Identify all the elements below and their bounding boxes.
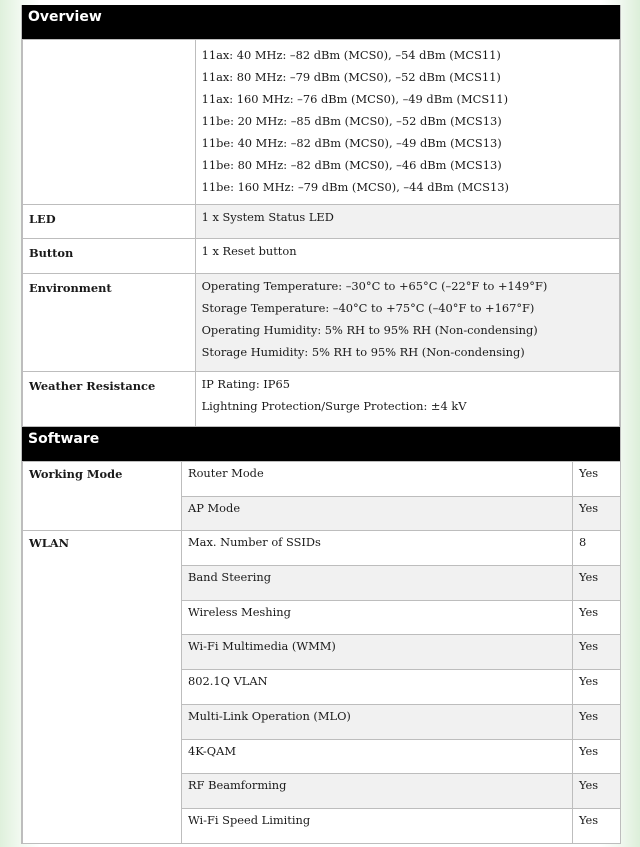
table-row-led	[23, 205, 620, 239]
feature-value: Yes	[573, 496, 621, 531]
value-line: 1 x Reset button	[201, 244, 297, 258]
sensitivity-line: 11be: 160 MHz: –79 dBm (MCS0), –44 dBm (MCS13)	[201, 180, 509, 194]
sensitivity-values	[195, 40, 619, 205]
sensitivity-line: 11ax: 40 MHz: –82 dBm (MCS0), –54 dBm (MCS11)	[201, 48, 501, 62]
value-line: Storage Temperature: –40°C to +75°C (–40°F to +167°F)	[201, 301, 535, 315]
row-label-weather-resistance: Weather Resistance	[23, 372, 196, 427]
led-value	[195, 205, 619, 239]
value-line: Operating Humidity: 5% RH to 95% RH (Non-condensing)	[201, 323, 538, 337]
feature-value: Yes	[573, 808, 621, 843]
feature-value: Yes	[573, 774, 621, 809]
row-label-wlan: WLAN	[23, 531, 182, 843]
sensitivity-line: 11be: 80 MHz: –82 dBm (MCS0), –46 dBm (MCS13)	[201, 158, 502, 172]
value-line: 1 x System Status LED	[201, 210, 334, 224]
feature-name: Wi-Fi Multimedia (WMM)	[182, 635, 573, 670]
table-row-button	[23, 239, 620, 274]
row-label-led: LED	[23, 205, 196, 239]
feature-value: Yes	[573, 704, 621, 739]
feature-name: RF Beamforming	[182, 774, 573, 809]
feature-name: 4K-QAM	[182, 739, 573, 774]
feature-value: Yes	[573, 739, 621, 774]
row-label-empty	[23, 40, 196, 205]
section-header-software: Software	[22, 427, 620, 461]
feature-name: Multi-Link Operation (MLO)	[182, 704, 573, 739]
value-line: Storage Humidity: 5% RH to 95% RH (Non-condensing)	[201, 345, 525, 359]
row-label-environment: Environment	[23, 274, 196, 372]
value-line: Operating Temperature: –30°C to +65°C (–22°F to +149°F)	[201, 279, 548, 293]
table-row-environment	[23, 274, 620, 372]
overview-table	[22, 39, 620, 427]
row-label-button: Button	[23, 239, 196, 274]
feature-value: Yes	[573, 600, 621, 635]
feature-value: Yes	[573, 635, 621, 670]
feature-value: 8	[573, 531, 621, 566]
feature-name: Wireless Meshing	[182, 600, 573, 635]
feature-value: Yes	[573, 566, 621, 601]
sensitivity-line: 11be: 20 MHz: –85 dBm (MCS0), –52 dBm (MCS13)	[201, 114, 502, 128]
feature-value: Yes	[573, 670, 621, 705]
value-line: Lightning Protection/Surge Protection: ±4 kV	[201, 399, 467, 413]
environment-values	[195, 274, 619, 372]
button-value	[195, 239, 619, 274]
feature-name: 802.1Q VLAN	[182, 670, 573, 705]
feature-name: Band Steering	[182, 566, 573, 601]
table-row-weather-resistance	[23, 372, 620, 427]
spec-sheet	[21, 5, 621, 844]
feature-value: Yes	[573, 462, 621, 497]
value-line: IP Rating: IP65	[201, 377, 290, 391]
software-table	[22, 461, 621, 844]
sensitivity-line: 11be: 40 MHz: –82 dBm (MCS0), –49 dBm (MCS13)	[201, 136, 502, 150]
row-label-working-mode: Working Mode	[23, 462, 182, 531]
sensitivity-line: 11ax: 80 MHz: –79 dBm (MCS0), –52 dBm (MCS11)	[201, 70, 501, 84]
section-header-overview: Overview	[22, 5, 620, 39]
table-row	[23, 462, 621, 497]
feature-name: Max. Number of SSIDs	[182, 531, 573, 566]
sensitivity-line: 11ax: 160 MHz: –76 dBm (MCS0), –49 dBm (MCS11)	[201, 92, 509, 106]
table-row-sensitivity	[23, 40, 620, 205]
feature-name: Router Mode	[182, 462, 573, 497]
table-row	[23, 531, 621, 566]
feature-name: Wi-Fi Speed Limiting	[182, 808, 573, 843]
feature-name: AP Mode	[182, 496, 573, 531]
weather-resistance-values	[195, 372, 619, 427]
